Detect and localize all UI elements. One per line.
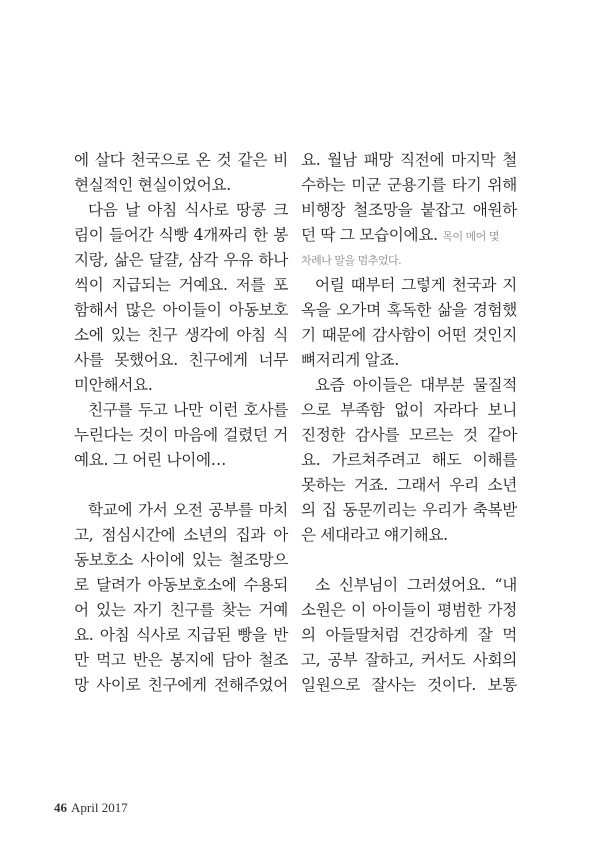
text-line: 소에 있는 친구 생각에 아침 식 <box>74 326 288 344</box>
text-line: 만 먹고 반은 봉지에 담아 철조 <box>74 651 288 669</box>
text-line: 누린다는 것이 마음에 걸렸던 거 <box>74 426 288 444</box>
text-line: 지랑, 삶은 달걀, 삼각 우유 하나 <box>74 251 288 269</box>
text-line-with-caption <box>301 223 517 248</box>
text-line: 소원은 이 아이들이 평범한 가정 <box>301 601 517 619</box>
text-line: 어릴 때부터 그렇게 천국과 지 <box>315 276 517 294</box>
right-text-column <box>301 148 517 698</box>
text-line: 현실적인 현실이었어요. <box>74 176 231 194</box>
text-line: 고, 공부 잘하고, 커서도 사회의 <box>301 651 517 669</box>
text-line: 친구를 두고 나만 이런 호사를 <box>88 401 288 419</box>
text-line: 요즘 아이들은 대부분 물질적 <box>315 376 517 394</box>
text-line: 망 사이로 친구에게 전해주었어 <box>74 676 288 694</box>
text-line: 소 신부님이 그러셨어요. “내 <box>315 576 517 594</box>
caption-note: 차례나 말을 멈추었다. <box>301 254 402 267</box>
text-line: 요. 아침 식사로 지급된 빵을 반 <box>74 626 288 644</box>
text-line: 비행장 철조망을 붙잡고 애원하 <box>301 201 517 219</box>
paragraph-gap <box>301 548 517 573</box>
page-number: 46 <box>54 800 67 815</box>
right-paragraphs <box>301 273 517 698</box>
text-line: 고, 점심시간에 소년의 집과 아 <box>74 526 288 544</box>
text-line: 의 집 동문끼리는 우리가 축복받 <box>301 501 517 519</box>
caption-note: 목이 메어 몇 <box>442 230 500 243</box>
paragraph-gap <box>74 473 288 498</box>
text-fragment: 던 딱 그 모습이에요. <box>301 226 438 244</box>
text-line: 미안해서요. <box>74 376 153 394</box>
text-line: 어 있는 자기 친구를 찾는 거예 <box>74 601 288 619</box>
text-line: 뼈저리게 알죠. <box>301 351 399 369</box>
page-footer <box>54 800 128 816</box>
text-line: 로 달려가 아동보호소에 수용되 <box>74 576 288 594</box>
text-line: 요. 가르쳐주려고 해도 이해를 <box>301 451 517 469</box>
text-line: 수하는 미군 군용기를 타기 위해 <box>301 176 517 194</box>
text-line: 기 때문에 감사함이 어떤 것인지 <box>301 326 517 344</box>
text-line: 의 아들딸처럼 건강하게 잘 먹 <box>301 626 517 644</box>
text-line: 에 살다 천국으로 온 것 같은 비 <box>74 151 288 169</box>
text-line: 일원으로 잘사는 것이다. 보통 <box>301 676 517 694</box>
text-line: 으로 부족함 없이 자라다 보니 <box>301 401 517 419</box>
text-line: 함해서 많은 아이들이 아동보호 <box>74 301 288 319</box>
left-text-column <box>74 148 288 698</box>
text-line: 은 세대라고 얘기해요. <box>301 526 448 544</box>
text-line: 못하는 거죠. 그래서 우리 소년 <box>301 476 517 494</box>
text-line: 동보호소 사이에 있는 철조망으 <box>74 551 288 569</box>
text-line: 림이 들어간 식빵 4개짜리 한 봉 <box>74 226 288 244</box>
text-line: 씩이 지급되는 거예요. 저를 포 <box>74 276 288 294</box>
text-line: 요. 월남 패망 직전에 마지막 철 <box>301 151 517 169</box>
text-line: 학교에 가서 오전 공부를 마치 <box>88 501 288 519</box>
issue-date: April 2017 <box>71 800 128 815</box>
text-line: 사를 못했어요. 친구에게 너무 <box>74 351 288 369</box>
text-line: 옥을 오가며 혹독한 삶을 경험했 <box>301 301 517 319</box>
text-line: 다음 날 아침 식사로 땅콩 크 <box>88 201 288 219</box>
text-line: 진정한 감사를 모르는 것 같아 <box>301 426 517 444</box>
text-line: 예요. 그 어린 나이에… <box>74 451 227 469</box>
